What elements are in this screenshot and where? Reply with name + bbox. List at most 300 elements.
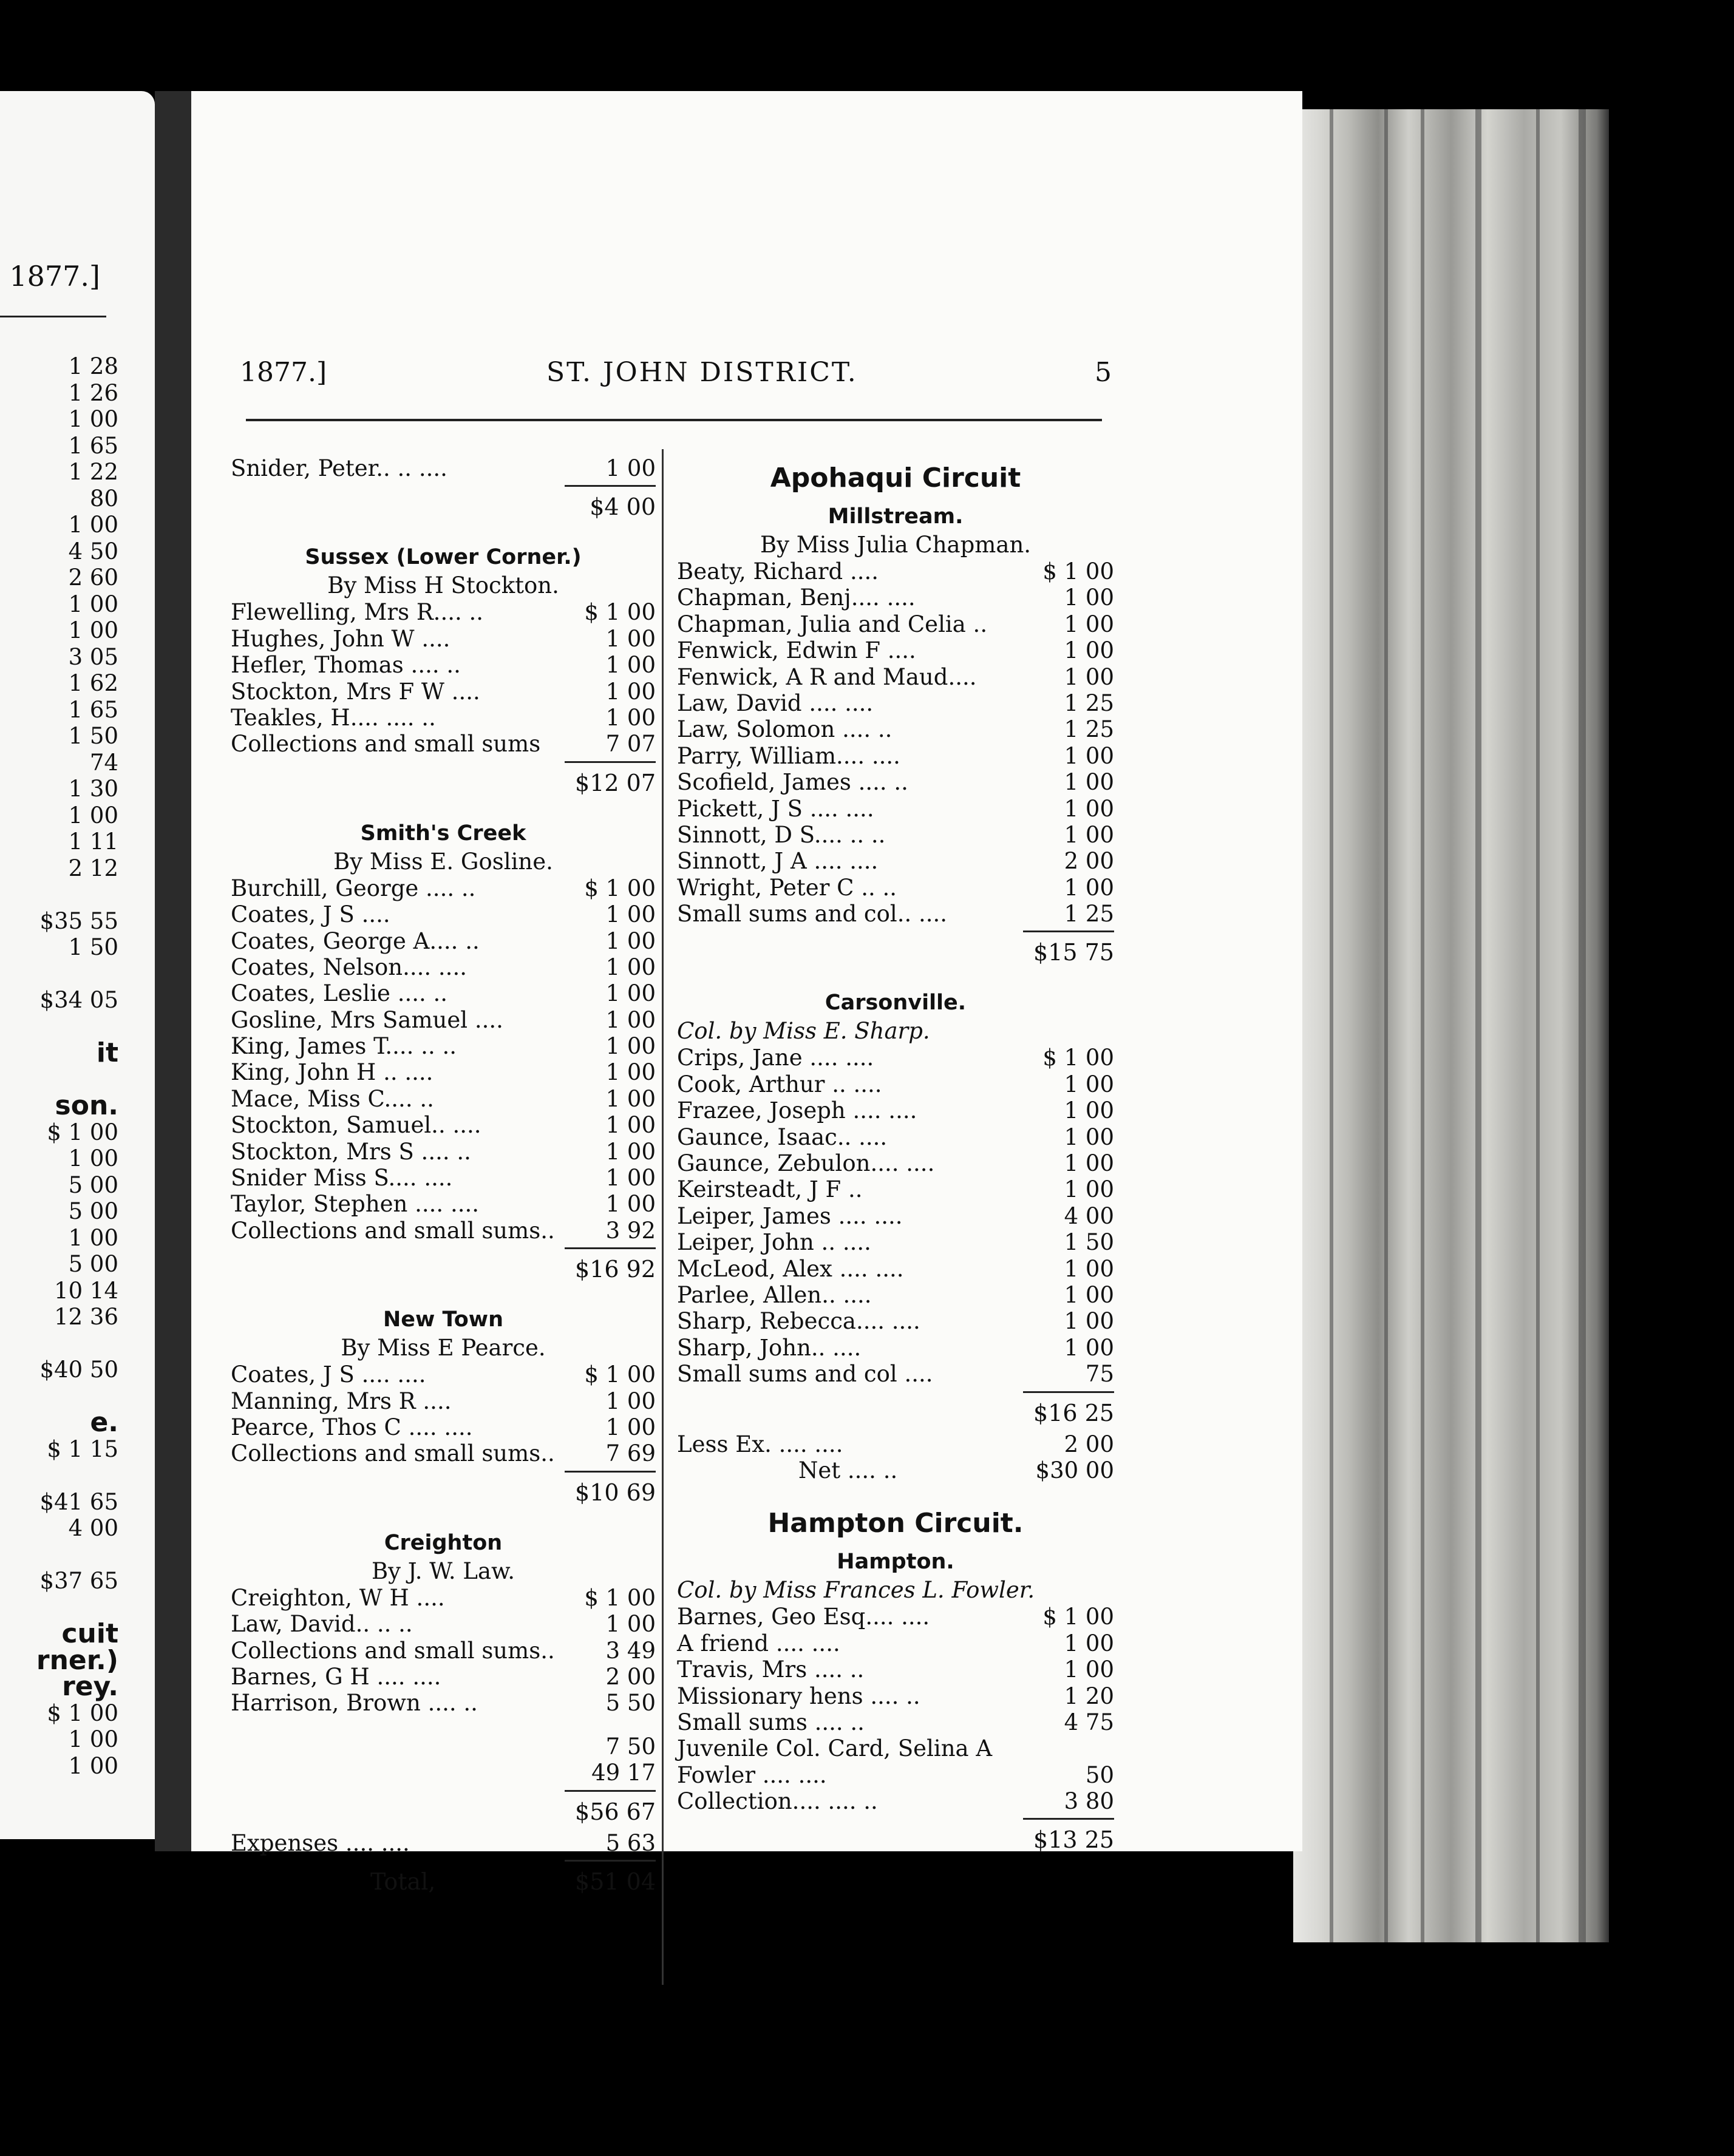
ledger-row [677, 1229, 1114, 1255]
entry-name: Fenwick, Edwin F .... [677, 637, 916, 664]
subtotal-line [231, 1760, 656, 1786]
ledger-row [231, 1191, 656, 1217]
ledger-row [677, 822, 1114, 848]
spacer [231, 1287, 656, 1304]
entry-amount: 1 00 [1064, 1334, 1114, 1361]
entry-name: Chapman, Julia and Celia .. [677, 611, 988, 637]
ledger-row [677, 1335, 1114, 1361]
entry-name: Collection.... .... .. [677, 1788, 878, 1815]
facing-page-amount: 1 28 [68, 353, 118, 379]
entry-name: Small sums .... .. [677, 1709, 865, 1735]
ledger-row [677, 1709, 1114, 1735]
entry-name: Fowler .... .... [677, 1761, 827, 1788]
entry-amount: 1 00 [605, 901, 656, 928]
entry-name: A friend .... .... [677, 1630, 840, 1656]
spacer [677, 1483, 1114, 1500]
entry-name: Sharp, John.. .... [677, 1334, 862, 1361]
sum-rule [677, 1814, 1114, 1822]
facing-page-amount: 1 00 [68, 617, 118, 643]
ledger-row [677, 637, 1114, 663]
ledger-row [231, 626, 656, 652]
entry-name: Collections and small sums.. [231, 1440, 555, 1467]
running-head-year: 1877.] [240, 357, 327, 388]
section-byline: By J. W. Law. [371, 1558, 515, 1584]
ledger-row [677, 1282, 1114, 1308]
entry-name: Collections and small sums.. [231, 1637, 555, 1664]
section-total [231, 1794, 656, 1830]
entry-name: Coates, George A.... .. [231, 927, 480, 954]
entry-name: Pickett, J S .... .... [677, 795, 874, 822]
entry-name: Missionary hens .... .. [677, 1683, 920, 1709]
entry-name: Small sums and col .... [677, 1361, 933, 1388]
facing-page-amount: 1 65 [68, 432, 118, 459]
ledger-row [677, 1124, 1114, 1150]
right-column [677, 455, 1114, 1858]
section-byline: Col. by Miss Frances L. Fowler. [677, 1577, 1035, 1604]
entry-amount: 3 92 [605, 1217, 656, 1244]
entry-amount: $ 1 00 [1042, 558, 1114, 585]
section-byline: Col. by Miss E. Sharp. [677, 1018, 930, 1045]
entry-name: Parry, William.... .... [677, 742, 900, 769]
ledger-row [231, 1059, 656, 1085]
ledger-row [677, 1308, 1114, 1334]
entry-name: King, James T.... .. .. [231, 1033, 457, 1060]
header-rule [246, 419, 1102, 421]
facing-page-amount: 5 00 [68, 1171, 118, 1198]
subtotal-line-amount: 7 50 [605, 1733, 656, 1760]
less-expenses-line-amount: 2 00 [1064, 1431, 1114, 1457]
spacer [231, 525, 656, 542]
ledger-row [231, 1585, 656, 1611]
ledger-row [231, 901, 656, 927]
entry-amount: 1 00 [1064, 795, 1114, 822]
facing-page-rule [0, 316, 106, 317]
ledger-row [677, 716, 1114, 742]
ledger-row [677, 1630, 1114, 1656]
entry-name: Barnes, G H .... .... [231, 1663, 441, 1690]
facing-page-amount: it [96, 1037, 118, 1068]
entry-name: Sinnott, D S.... .. .. [677, 821, 886, 848]
facing-page-amount [36, 961, 118, 988]
grand-total-amount: $51 04 [575, 1868, 656, 1895]
ledger-row [231, 1218, 656, 1244]
section-title: Carsonville. [824, 991, 967, 1015]
entry-name: Frazee, Joseph .... .... [677, 1097, 917, 1124]
facing-page-amount: rner.) [36, 1644, 118, 1676]
circuit-title: Apohaqui Circuit [770, 463, 1021, 493]
entry-amount: 1 00 [605, 1165, 656, 1192]
entry-amount: 2 00 [1064, 848, 1114, 875]
entry-amount: 1 00 [1064, 611, 1114, 637]
entry-amount: 7 69 [605, 1440, 656, 1467]
expenses-line-label: Expenses .... .... [231, 1829, 410, 1856]
entry-amount: 3 80 [1064, 1788, 1114, 1815]
page-number: 5 [1095, 357, 1112, 388]
entry-name: King, John H .. .... [231, 1059, 433, 1086]
facing-page-amount: $41 65 [39, 1488, 118, 1515]
entry-amount: 1 00 [605, 1611, 656, 1638]
entry-name: Collections and small sums.. [231, 1217, 555, 1244]
facing-page-amount [36, 1331, 118, 1357]
entry-amount: 7 07 [605, 731, 656, 758]
entry-amount: $ 1 00 [584, 1584, 656, 1611]
section-total [231, 489, 656, 525]
ledger-row [677, 848, 1114, 874]
entry-amount: 5 50 [605, 1690, 656, 1717]
page-edges [1293, 109, 1609, 1942]
spacer [231, 1717, 656, 1734]
entry-name: McLeod, Alex .... .... [677, 1255, 904, 1282]
net-line-amount: $30 00 [1035, 1457, 1114, 1483]
entry-name: Coates, Leslie .... .. [231, 980, 448, 1007]
section-total-amount: $13 25 [1033, 1826, 1114, 1854]
spacer [677, 971, 1114, 988]
ledger-row [231, 1638, 656, 1664]
section-total [677, 1395, 1114, 1431]
section-total-amount: $10 69 [575, 1479, 656, 1506]
facing-page-amount: $34 05 [39, 987, 118, 1013]
entry-amount: 1 00 [1064, 1281, 1114, 1308]
entry-amount: 1 00 [1064, 1656, 1114, 1683]
section-total-amount: $16 92 [575, 1256, 656, 1283]
facing-page-amounts [36, 353, 118, 1779]
entry-amount: 1 00 [605, 927, 656, 954]
entry-amount: 4 00 [1064, 1202, 1114, 1229]
ledger-row [677, 901, 1114, 927]
entry-name: Stockton, Mrs S .... .. [231, 1138, 471, 1165]
ledger-row [677, 1150, 1114, 1176]
ledger-row [231, 875, 656, 901]
entry-amount: 1 00 [605, 1006, 656, 1033]
facing-page-amount: 1 00 [68, 1752, 118, 1779]
entry-name: Hughes, John W .... [231, 625, 450, 652]
entry-amount: 50 [1085, 1761, 1114, 1788]
ledger-row [231, 731, 656, 757]
section-title: Hampton. [837, 1550, 954, 1575]
subtotal-line [231, 1734, 656, 1760]
ledger-row [677, 1256, 1114, 1282]
facing-page-amount [36, 1014, 118, 1040]
entry-name: Law, David.. .. .. [231, 1611, 413, 1638]
entry-amount: 1 00 [1064, 1630, 1114, 1656]
facing-page-amount: 1 00 [68, 1726, 118, 1752]
facing-page-amount: 2 12 [68, 855, 118, 881]
facing-page-amount [36, 1542, 118, 1568]
facing-page-amount: 1 00 [68, 1145, 118, 1171]
entry-amount: 1 00 [605, 652, 656, 679]
section-title: Millstream. [828, 504, 964, 529]
ledger-row [231, 455, 656, 481]
entry-name: Wright, Peter C .. .. [677, 874, 897, 901]
entry-name: Coates, J S .... [231, 901, 390, 928]
ledger-row [231, 1086, 656, 1112]
entry-amount: 1 00 [605, 980, 656, 1007]
ledger-row [677, 1097, 1114, 1124]
facing-page-amount: 1 65 [68, 696, 118, 723]
facing-page-amount [36, 1383, 118, 1410]
sum-rule [231, 1856, 656, 1863]
ledger-row [231, 1690, 656, 1716]
facing-page-amount: rey. [62, 1671, 118, 1702]
sum-rule [231, 1467, 656, 1474]
entry-name: Parlee, Allen.. .... [677, 1281, 872, 1308]
entry-amount: 1 00 [1064, 637, 1114, 664]
ledger-row [677, 611, 1114, 637]
facing-page-amount: 1 30 [68, 776, 118, 802]
entry-amount: 1 25 [1064, 901, 1114, 927]
entry-name: Gosline, Mrs Samuel .... [231, 1006, 503, 1033]
entry-amount: 1 00 [1064, 1097, 1114, 1124]
ledger-row [677, 585, 1114, 611]
sum-rule [231, 758, 656, 765]
facing-page-amount: $40 50 [39, 1357, 118, 1383]
ledger-row [677, 769, 1114, 795]
facing-page-amount: 5 00 [68, 1251, 118, 1277]
entry-name: Taylor, Stephen .... .... [231, 1191, 479, 1218]
facing-page-amount: 1 00 [68, 512, 118, 538]
ledger-row [231, 1165, 656, 1191]
entry-name: Beaty, Richard .... [677, 558, 879, 585]
entry-name: Creighton, W H .... [231, 1584, 445, 1611]
entry-name: Fenwick, A R and Maud.... [677, 663, 977, 690]
ledger-row [231, 599, 656, 625]
entry-amount: 1 00 [605, 704, 656, 731]
sum-rule [231, 1786, 656, 1794]
entry-amount: 2 00 [605, 1663, 656, 1690]
facing-page-amount: 1 26 [68, 379, 118, 406]
facing-page-amount: 4 50 [68, 538, 118, 564]
entry-amount: 1 00 [605, 455, 656, 481]
sum-rule [677, 1388, 1114, 1395]
entry-amount: 1 00 [1064, 874, 1114, 901]
entry-amount: 1 00 [1064, 1124, 1114, 1150]
facing-page-year: 1877.] [9, 260, 100, 293]
entry-amount: 1 50 [1064, 1229, 1114, 1256]
facing-page-amount: $ 1 00 [47, 1119, 118, 1145]
entry-amount: 1 25 [1064, 690, 1114, 716]
entry-name: Flewelling, Mrs R.... .. [231, 599, 484, 626]
entry-name: Cook, Arthur .. .... [677, 1071, 882, 1097]
entry-amount: 1 00 [1064, 663, 1114, 690]
entry-name: Burchill, George .... .. [231, 875, 476, 901]
entry-name: Juvenile Col. Card, Selina A [677, 1735, 993, 1762]
entry-name: Snider Miss S.... .... [231, 1165, 453, 1192]
entry-amount: 1 00 [605, 1112, 656, 1139]
ledger-row [677, 1604, 1114, 1630]
section-byline: By Miss E Pearce. [341, 1335, 546, 1361]
ledger-row [231, 1664, 656, 1690]
facing-page-amount: 2 60 [68, 564, 118, 591]
facing-page-amount: 74 [89, 749, 118, 776]
entry-name: Coates, Nelson.... .... [231, 954, 467, 980]
section-total [677, 1822, 1114, 1858]
entry-amount: 1 00 [605, 1059, 656, 1086]
facing-page-amount: $ 1 15 [47, 1436, 118, 1462]
section-total-amount: $16 25 [1033, 1399, 1114, 1426]
sum-rule [677, 927, 1114, 934]
entry-name: Scofield, James .... .. [677, 769, 908, 796]
entry-amount: 1 00 [605, 625, 656, 652]
entry-amount: 1 00 [1064, 1150, 1114, 1177]
entry-name: Law, David .... .... [677, 690, 874, 716]
ledger-row [231, 1440, 656, 1466]
entry-name: Sharp, Rebecca.... .... [677, 1308, 920, 1335]
facing-page-amount: 1 22 [68, 459, 118, 485]
entry-amount: 1 20 [1064, 1683, 1114, 1709]
entry-name: Hefler, Thomas .... .. [231, 652, 461, 679]
ledger-row [231, 705, 656, 731]
entry-name: Crips, Jane .... .... [677, 1045, 874, 1071]
ledger-row [231, 1033, 656, 1059]
ledger-row [231, 1388, 656, 1414]
sum-rule [231, 481, 656, 489]
entry-amount: 1 00 [1064, 769, 1114, 796]
facing-page-amount: $35 55 [39, 907, 118, 934]
sum-rule [231, 1244, 656, 1251]
facing-page-amount: 1 50 [68, 723, 118, 749]
section-title: Creighton [384, 1530, 503, 1555]
entry-name: Law, Solomon .... .. [677, 716, 892, 743]
section-total [231, 765, 656, 801]
facing-page-amount: 3 05 [68, 643, 118, 670]
entry-amount: 1 25 [1064, 716, 1114, 743]
section-title: Smith's Creek [360, 821, 526, 846]
entry-name: Leiper, James .... .... [677, 1202, 903, 1229]
ledger-row [677, 796, 1114, 822]
entry-amount: 75 [1085, 1361, 1114, 1388]
facing-page-amount: 1 00 [68, 1224, 118, 1251]
entry-amount: $ 1 00 [1042, 1045, 1114, 1071]
facing-page-amount: 12 36 [54, 1304, 118, 1330]
ledger-row [677, 743, 1114, 769]
ledger-row [677, 875, 1114, 901]
facing-page-amount [36, 1066, 118, 1093]
entry-name: Teakles, H.... .... .. [231, 704, 436, 731]
entry-amount: 3 49 [605, 1637, 656, 1664]
ledger-row [231, 1139, 656, 1165]
entry-name: Harrison, Brown .... .. [231, 1690, 478, 1717]
facing-page-amount: 1 00 [68, 406, 118, 432]
entry-amount: 1 00 [605, 1191, 656, 1218]
entry-amount: 1 00 [605, 954, 656, 980]
entry-name: Sinnott, J A .... .... [677, 848, 879, 875]
entry-amount: 1 00 [1064, 1176, 1114, 1203]
facing-page-amount: 1 50 [68, 934, 118, 960]
entry-name: Keirsteadt, J F .. [677, 1176, 863, 1203]
facing-page-amount [36, 1462, 118, 1489]
entry-name: Gaunce, Isaac.. .... [677, 1124, 888, 1150]
entry-amount: 1 00 [605, 1414, 656, 1440]
grand-total [231, 1863, 656, 1900]
facing-page-amount [36, 881, 118, 908]
section-total [231, 1474, 656, 1511]
entry-name: Manning, Mrs R .... [231, 1388, 452, 1414]
entry-amount: 1 00 [1064, 742, 1114, 769]
ledger-row [231, 1361, 656, 1388]
ledger-row [677, 1735, 1114, 1761]
expenses-line [231, 1830, 656, 1856]
entry-name: Collections and small sums [231, 731, 541, 758]
facing-page-amount: 80 [89, 485, 118, 512]
book-gutter [155, 91, 191, 1851]
entry-name: Coates, J S .... .... [231, 1361, 426, 1388]
entry-amount: 1 00 [1064, 585, 1114, 611]
ledger-row [231, 1414, 656, 1440]
entry-amount: 1 00 [605, 1033, 656, 1060]
ledger-row [677, 1683, 1114, 1709]
running-head-title: ST. JOHN DISTRICT. [546, 357, 858, 388]
facing-page-fragment [0, 91, 155, 1839]
ledger-row [231, 1112, 656, 1138]
entry-amount: 1 00 [1064, 1071, 1114, 1097]
ledger-row [677, 664, 1114, 690]
section-total [677, 934, 1114, 971]
entry-amount: 4 75 [1064, 1709, 1114, 1735]
spacer [231, 801, 656, 818]
section-byline: By Miss H Stockton. [327, 572, 559, 599]
facing-page-amount: 1 00 [68, 591, 118, 617]
net-line [677, 1457, 1114, 1483]
section-byline: By Miss E. Gosline. [333, 848, 553, 875]
section-total [231, 1251, 656, 1287]
ledger-row [231, 652, 656, 678]
ledger-row [677, 1176, 1114, 1202]
facing-page-amount: 5 00 [68, 1198, 118, 1224]
left-column [231, 455, 656, 1900]
grand-total-label: Total, [370, 1868, 436, 1895]
section-title: New Town [382, 1307, 504, 1332]
expenses-line-amount: 5 63 [605, 1829, 656, 1856]
section-total-amount: $12 07 [575, 769, 656, 796]
entry-name: Stockton, Samuel.. .... [231, 1112, 481, 1139]
entry-name: Small sums and col.. .... [677, 901, 948, 927]
section-total-amount: $4 00 [590, 493, 656, 521]
facing-page-amount: cuit [61, 1618, 118, 1649]
entry-amount: 1 00 [605, 678, 656, 705]
entry-amount: 1 00 [1064, 821, 1114, 848]
entry-name: Travis, Mrs .... .. [677, 1656, 865, 1683]
ledger-row [677, 558, 1114, 585]
facing-page-amount: 1 00 [68, 802, 118, 829]
facing-page-amount [36, 1595, 118, 1621]
entry-amount: $ 1 00 [584, 1361, 656, 1388]
column-separator [662, 449, 664, 1985]
facing-page-amount: e. [90, 1407, 118, 1438]
section-byline: By Miss Julia Chapman. [760, 532, 1032, 558]
entry-amount: 1 00 [1064, 1308, 1114, 1335]
section-total-amount: $56 67 [575, 1798, 656, 1825]
entry-name: Stockton, Mrs F W .... [231, 678, 480, 705]
entry-amount: $ 1 00 [584, 599, 656, 626]
subtotal-line-amount: 49 17 [591, 1760, 656, 1786]
circuit-title: Hampton Circuit. [767, 1508, 1024, 1539]
entry-amount: 1 00 [605, 1388, 656, 1414]
ledger-row [677, 1203, 1114, 1229]
less-expenses-line [677, 1431, 1114, 1457]
entry-name: Pearce, Thos C .... .... [231, 1414, 473, 1440]
facing-page-amount: $37 65 [39, 1568, 118, 1594]
entry-name: Snider, Peter.. .. .... [231, 455, 447, 481]
ledger-row [677, 690, 1114, 716]
ledger-row [677, 1656, 1114, 1683]
main-page [191, 91, 1302, 1895]
section-title: Sussex (Lower Corner.) [305, 545, 582, 570]
less-expenses-line-label: Less Ex. .... .... [677, 1431, 843, 1457]
facing-page-amount: 1 11 [68, 829, 118, 855]
entry-name: Barnes, Geo Esq.... .... [677, 1604, 930, 1630]
entry-name: Chapman, Benj.... .... [677, 585, 916, 611]
section-total-amount: $15 75 [1033, 939, 1114, 966]
